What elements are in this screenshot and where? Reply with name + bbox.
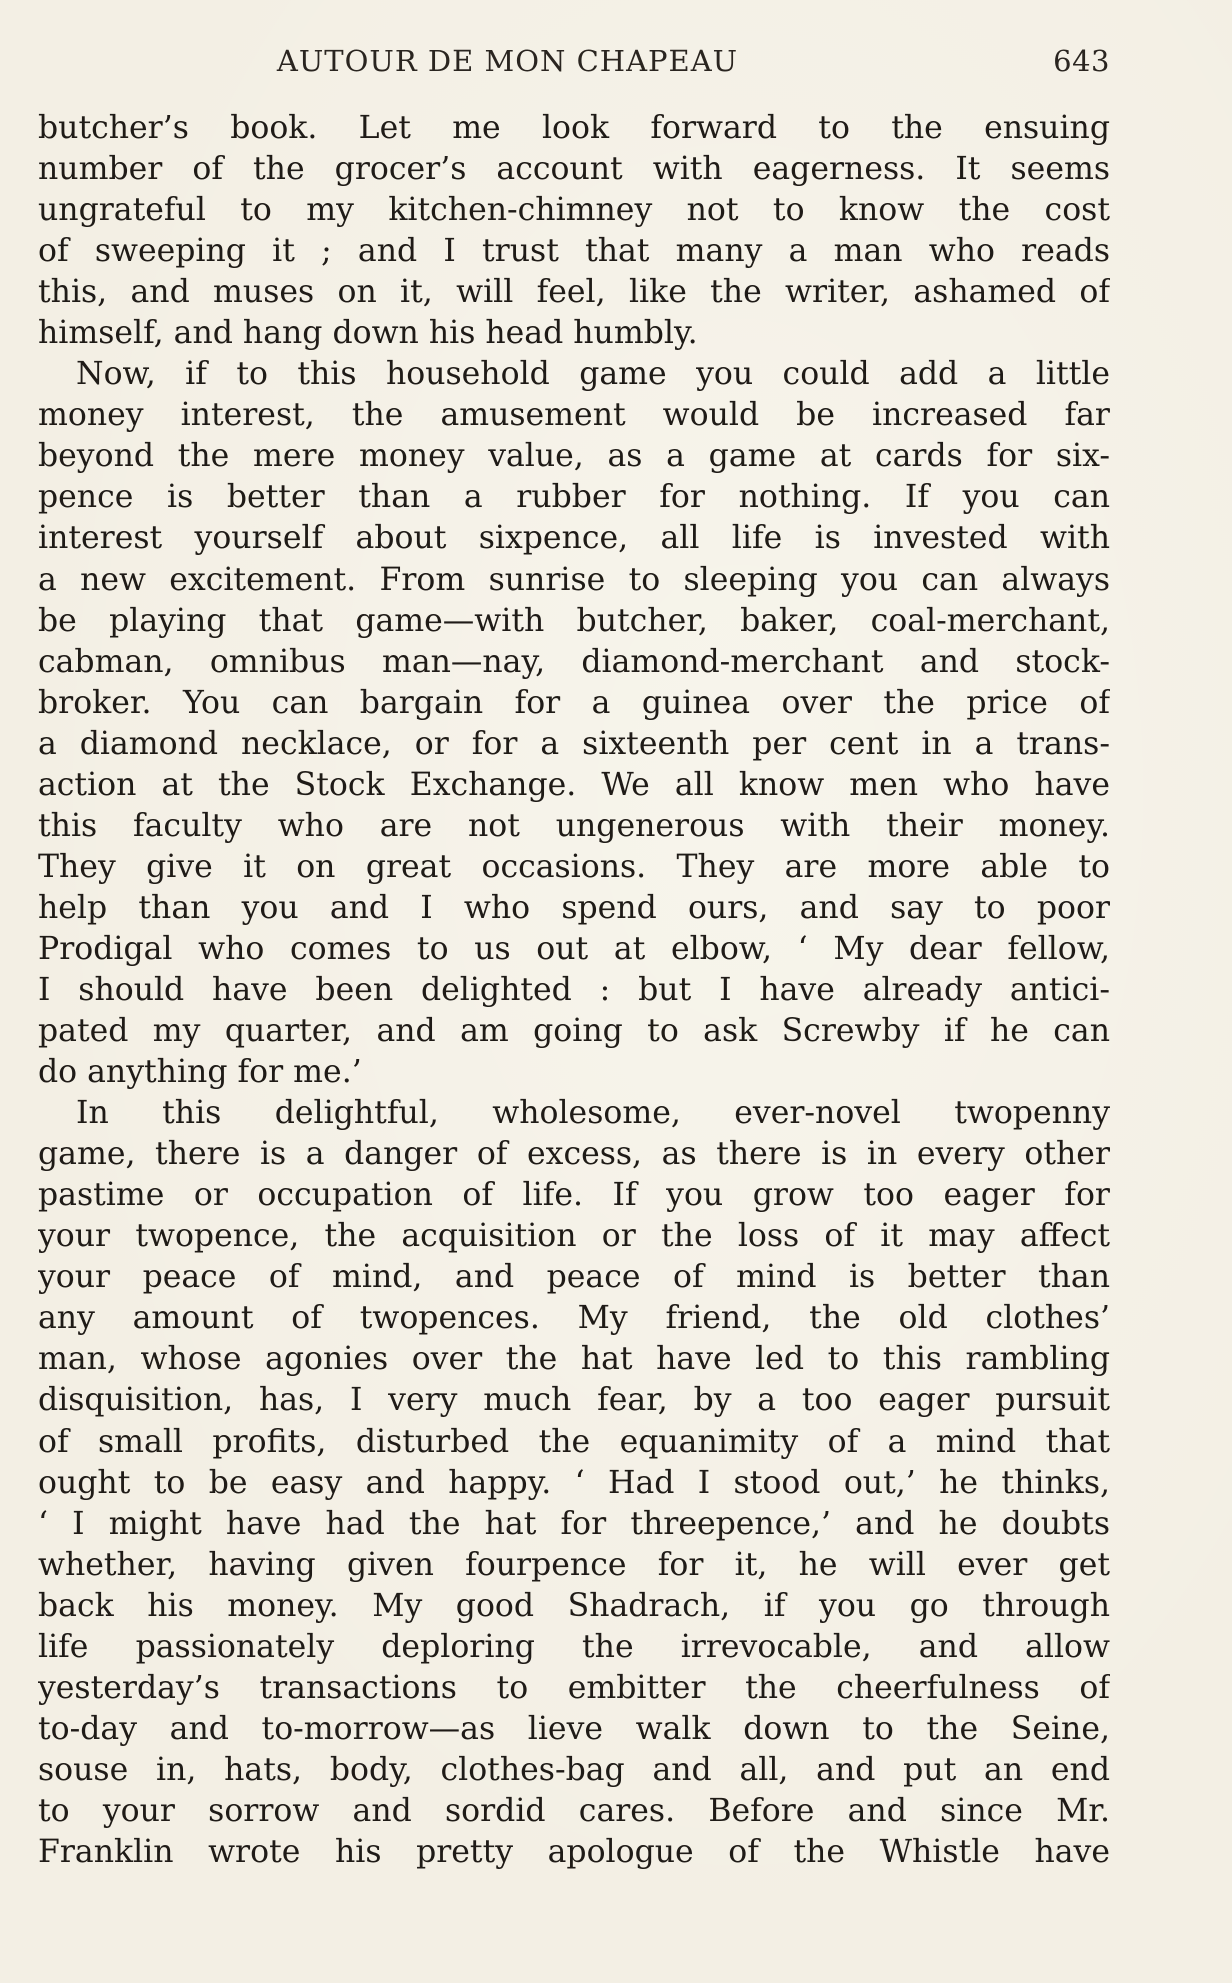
text-line: do anything for me.’ — [38, 1054, 362, 1091]
text-line: ought to be easy and happy. ‘ Had I stood out,’ he thinks, — [38, 1464, 1110, 1501]
text-line: money interest, the amusement would be increased far — [38, 397, 1110, 434]
running-title: AUTOUR DE MON CHAPEAU — [276, 44, 739, 78]
text-line: pated my quarter, and am going to ask Screwby if he can — [38, 1013, 1110, 1050]
text-line: interest yourself about sixpence, all life is invested with — [38, 520, 1110, 557]
text-line: this, and muses on it, will feel, like the writer, ashamed of — [38, 274, 1110, 311]
text-line: action at the Stock Exchange. We all know men who have — [38, 766, 1110, 803]
text-line: I should have been delighted : but I have already antici- — [38, 971, 1110, 1008]
text-line: game, there is a danger of excess, as there is in every other — [38, 1136, 1110, 1173]
text-line: back his money. My good Shadrach, if you go through — [38, 1587, 1110, 1624]
text-line: pastime or occupation of life. If you grow too eager for — [38, 1177, 1110, 1214]
text-line: a new excitement. From sunrise to sleeping you can always — [38, 561, 1110, 598]
text-line: Prodigal who comes to us out at elbow, ‘ My dear fellow, — [38, 930, 1110, 967]
text-line: yesterday’s transactions to embitter the cheerfulness of — [38, 1669, 1110, 1706]
text-line: of sweeping it ; and I trust that many a man who reads — [38, 233, 1110, 270]
text-line: ungrateful to my kitchen-chimney not to know the cost — [38, 192, 1110, 229]
text-line: this faculty who are not ungenerous with their money. — [38, 807, 1110, 844]
text-line: souse in, hats, body, clothes-bag and all, and put an end — [38, 1751, 1110, 1788]
text-line: cabman, omnibus man—nay, diamond-merchant and stock- — [38, 643, 1110, 680]
text-line: any amount of twopences. My friend, the old clothes’ — [38, 1300, 1110, 1337]
text-line: number of the grocer’s account with eagerness. It seems — [38, 151, 1110, 188]
text-line: be playing that game—with butcher, baker, coal-merchant, — [38, 602, 1110, 639]
text-line: life passionately deploring the irrevocable, and allow — [38, 1628, 1110, 1665]
running-head — [0, 44, 1110, 84]
text-line: In this delightful, wholesome, ever-novel twopenny — [76, 1095, 1110, 1132]
text-line: whether, having given fourpence for it, he will ever get — [38, 1546, 1110, 1583]
text-line: Franklin wrote his pretty apologue of the Whistle have — [38, 1833, 1110, 1870]
text-line: your peace of mind, and peace of mind is better than — [38, 1259, 1110, 1296]
text-line: your twopence, the acquisition or the loss of it may affect — [38, 1218, 1110, 1255]
text-line: himself, and hang down his head humbly. — [38, 315, 698, 352]
page-number: 643 — [1053, 44, 1110, 78]
body-text — [38, 108, 1110, 1873]
text-line: butcher’s book. Let me look forward to the ensuing — [38, 110, 1110, 146]
text-line: ‘ I might have had the hat for threepence,’ and he doubts — [38, 1505, 1110, 1542]
text-line: pence is better than a rubber for nothing. If you can — [38, 479, 1110, 516]
text-line: disquisition, has, I very much fear, by a too eager pursuit — [38, 1382, 1110, 1419]
text-line: beyond the mere money value, as a game at cards for six- — [38, 438, 1110, 475]
text-line: They give it on great occasions. They are more able to — [38, 848, 1110, 885]
text-line: to-day and to-morrow—as lieve walk down to the Seine, — [38, 1710, 1110, 1747]
text-line: help than you and I who spend ours, and say to poor — [38, 889, 1110, 926]
text-line: of small profits, disturbed the equanimity of a mind that — [38, 1423, 1110, 1460]
text-line: Now, if to this household game you could add a little — [76, 356, 1110, 393]
text-line: broker. You can bargain for a guinea over the price of — [38, 684, 1110, 721]
text-line: man, whose agonies over the hat have led to this rambling — [38, 1341, 1110, 1378]
text-line: a diamond necklace, or for a sixteenth per cent in a trans- — [38, 725, 1110, 762]
text-line: to your sorrow and sordid cares. Before and since Mr. — [38, 1792, 1110, 1829]
